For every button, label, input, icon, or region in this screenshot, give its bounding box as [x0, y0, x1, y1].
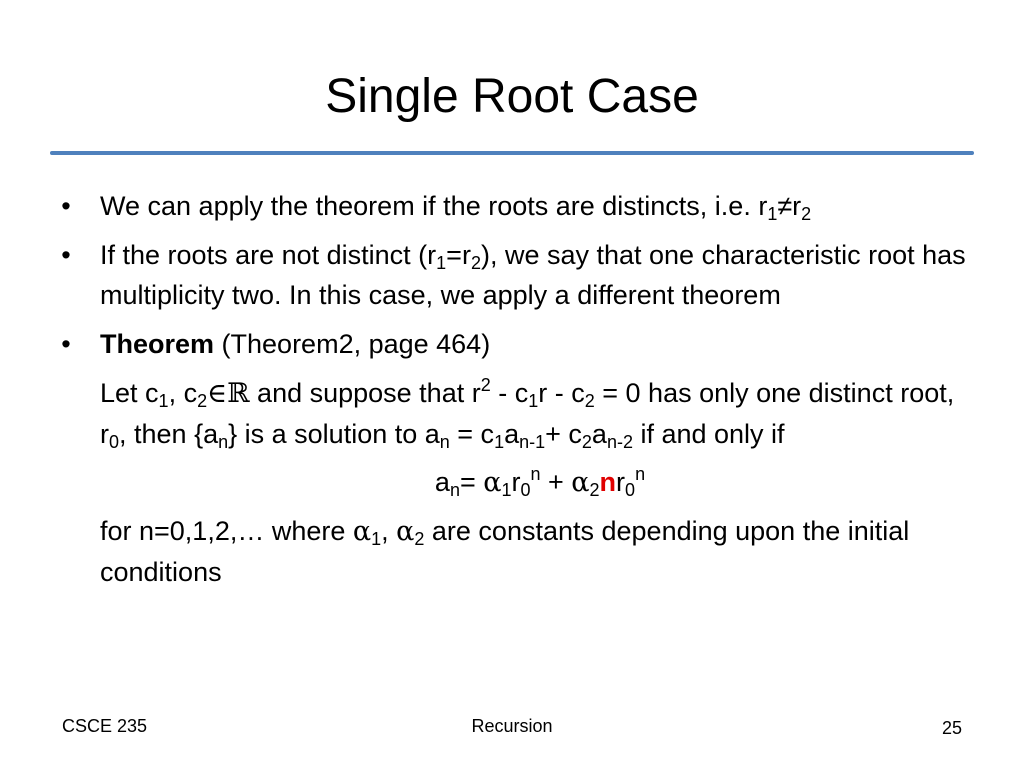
- theorem-reference: (Theorem2, page 464): [214, 329, 491, 359]
- bullet-icon: •: [61, 240, 71, 270]
- theorem-statement: Let $c_1$, $c_2\in ℝ$ and suppose that $r^2 - c_1r - c_2 = 0$ has only one distinct root, $r_0$, then $\{a_n\}$ is a solution to $a_n = c_1a_{n-1}+ c_2a_{n-2}$ if and only if: [100, 375, 955, 452]
- closing-statement: for n=0,1,2,… where $\alpha_1$, $\alpha_2$ are constants depending upon the initial conditions: [100, 516, 910, 587]
- not-equal-symbol: ≠: [777, 191, 793, 221]
- bullet-item-2: • If the roots are not distinct $(r_1=r_2)$, we say that one characteristic root has multiplicity two. In this case, we apply a different theorem: [100, 235, 980, 315]
- highlighted-n: n: [599, 467, 617, 497]
- bullet-item-1: • We can apply the theorem if the roots are distincts, i.e. $r_1\ne r_2$: [100, 186, 980, 226]
- title-underline: [50, 151, 974, 155]
- bullet-icon: •: [61, 329, 71, 359]
- slide-body: [61, 186, 980, 592]
- solution-formula: $a_n= \alpha_1r_0^n + \alpha_2nr_0^n$: [434, 464, 646, 500]
- page-number: 25: [941, 718, 962, 738]
- bullet-item-3: [61, 324, 980, 364]
- alpha-symbol: α: [483, 467, 502, 498]
- bullet-2-text: ), we say that one characteristic root has multiplicity two. In this case, we apply a different theorem: [100, 240, 966, 310]
- footer-topic: Recursion: [471, 716, 553, 736]
- bullet-1-text: We can apply the theorem if the roots are distincts, i.e. r: [100, 191, 768, 221]
- footer-course: CSCE 235: [62, 716, 148, 736]
- theorem-heading: Theorem: [100, 329, 215, 359]
- alpha-symbol: α: [571, 467, 590, 498]
- bullet-icon: •: [61, 191, 71, 221]
- real-numbers-symbol: ℝ: [227, 378, 250, 409]
- element-of-symbol: ∈: [207, 378, 228, 409]
- slide-title: Single Root Case: [325, 70, 699, 123]
- alpha-symbol: α: [352, 516, 372, 547]
- alpha-symbol: α: [396, 516, 415, 547]
